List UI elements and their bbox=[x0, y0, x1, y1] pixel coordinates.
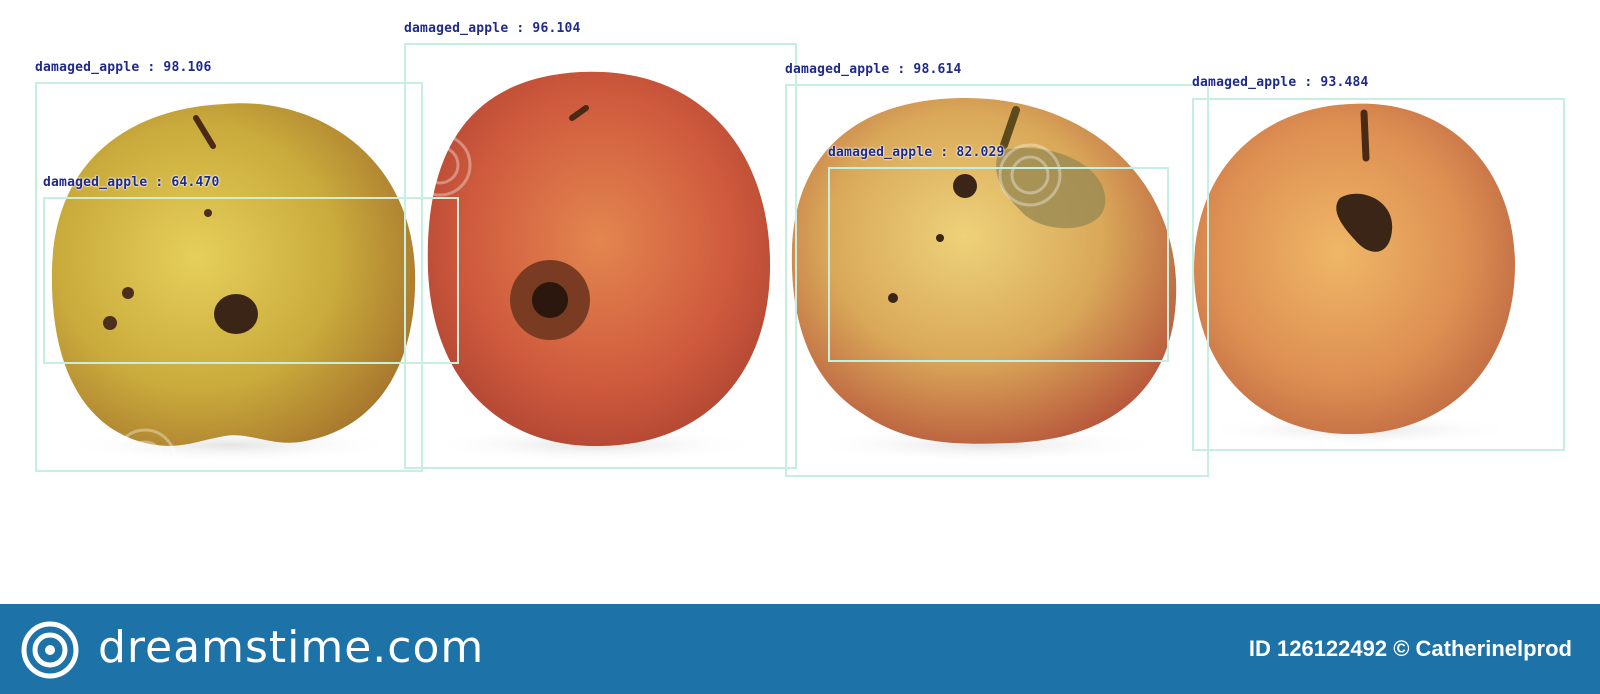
detection-box-4 bbox=[1192, 98, 1565, 451]
dreamstime-logo-icon bbox=[20, 620, 80, 680]
detection-label-2: damaged_apple : 96.104 bbox=[404, 21, 581, 36]
detection-box-5 bbox=[43, 197, 459, 364]
detection-label-3: damaged_apple : 98.614 bbox=[785, 62, 962, 77]
detection-label-6: damaged_apple : 82.029 bbox=[828, 145, 1005, 160]
banner-brand-text: dreamstime.com bbox=[98, 622, 485, 673]
banner-credit-text: ID 126122492 © Catherinelprod bbox=[1248, 636, 1572, 661]
detection-box-2 bbox=[404, 43, 797, 469]
detection-box-6 bbox=[828, 167, 1169, 362]
detection-label-5: damaged_apple : 64.470 bbox=[43, 175, 220, 190]
watermark-banner bbox=[0, 604, 1600, 694]
detection-label-1: damaged_apple : 98.106 bbox=[35, 60, 212, 75]
detection-label-4: damaged_apple : 93.484 bbox=[1192, 75, 1369, 90]
